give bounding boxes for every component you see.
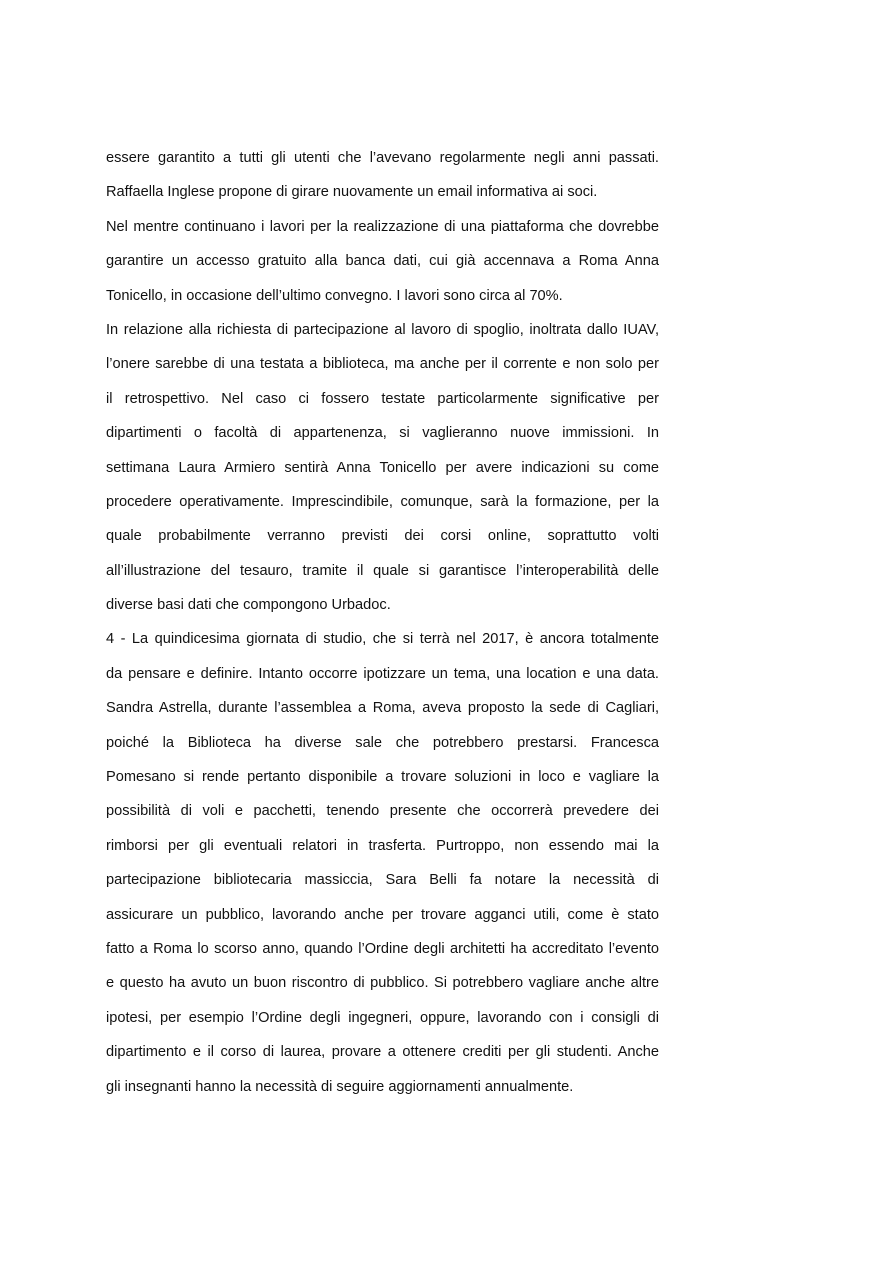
text-line: diverse basi dati che compongono Urbadoc. — [106, 597, 391, 614]
text-line: garantire un accesso gratuito alla banca dati, cui già accennava a Roma Anna — [106, 253, 659, 270]
text-line: il retrospettivo. Nel caso ci fossero testate particolarmente significative per — [106, 390, 659, 407]
text-line: Sandra Astrella, durante l’assemblea a Roma, aveva proposto la sede di Cagliari, — [106, 700, 659, 717]
text-line: In relazione alla richiesta di partecipazione al lavoro di spoglio, inoltrata dallo IUAV, — [106, 321, 659, 338]
text-line: da pensare e definire. Intanto occorre ipotizzare un tema, una location e una data. — [106, 665, 659, 682]
text-line: dipartimenti o facoltà di appartenenza, si vaglieranno nuove immissioni. In — [106, 425, 659, 442]
text-line: assicurare un pubblico, lavorando anche per trovare agganci utili, come è stato — [106, 906, 659, 923]
text-line: 4 - La quindicesima giornata di studio, che si terrà nel 2017, è ancora totalmente — [106, 631, 659, 648]
text-line: l’onere sarebbe di una testata a biblioteca, ma anche per il corrente e non solo per — [106, 356, 659, 373]
text-line: poiché la Biblioteca ha diverse sale che potrebbero prestarsi. Francesca — [106, 734, 659, 751]
text-line: partecipazione bibliotecaria massiccia, Sara Belli fa notare la necessità di — [106, 872, 659, 889]
text-line: quale probabilmente verranno previsti dei corsi online, soprattutto volti — [106, 528, 659, 545]
text-line: essere garantito a tutti gli utenti che l’avevano regolarmente negli anni passati. — [106, 150, 659, 166]
text-line: Nel mentre continuano i lavori per la realizzazione di una piattaforma che dovrebbe — [106, 218, 659, 235]
text-line: ipotesi, per esempio l’Ordine degli ingegneri, oppure, lavorando con i consigli di — [106, 1009, 659, 1026]
text-line: procedere operativamente. Imprescindibile, comunque, sarà la formazione, per la — [106, 493, 659, 510]
text-line: e questo ha avuto un buon riscontro di pubblico. Si potrebbero vagliare anche altre — [106, 975, 659, 992]
text-line: Pomesano si rende pertanto disponibile a trovare soluzioni in loco e vagliare la — [106, 769, 659, 786]
body-text — [106, 145, 659, 1108]
text-line: Tonicello, in occasione dell’ultimo convegno. I lavori sono circa al 70%. — [106, 287, 563, 304]
text-line: rimborsi per gli eventuali relatori in trasferta. Purtroppo, non essendo mai la — [106, 837, 659, 854]
text-line: settimana Laura Armiero sentirà Anna Tonicello per avere indicazioni su come — [106, 459, 659, 476]
text-line: possibilità di voli e pacchetti, tenendo presente che occorrerà prevedere dei — [106, 803, 659, 820]
text-line: gli insegnanti hanno la necessità di seguire aggiornamenti annualmente. — [106, 1078, 574, 1095]
text-line: Raffaella Inglese propone di girare nuovamente un email informativa ai soci. — [106, 184, 598, 201]
text-line: fatto a Roma lo scorso anno, quando l’Ordine degli architetti ha accreditato l’evento — [106, 940, 659, 957]
text-line: dipartimento e il corso di laurea, provare a ottenere crediti per gli studenti. Anche — [106, 1044, 659, 1061]
text-line: all’illustrazione del tesauro, tramite il quale si garantisce l’interoperabilità delle — [106, 562, 659, 579]
